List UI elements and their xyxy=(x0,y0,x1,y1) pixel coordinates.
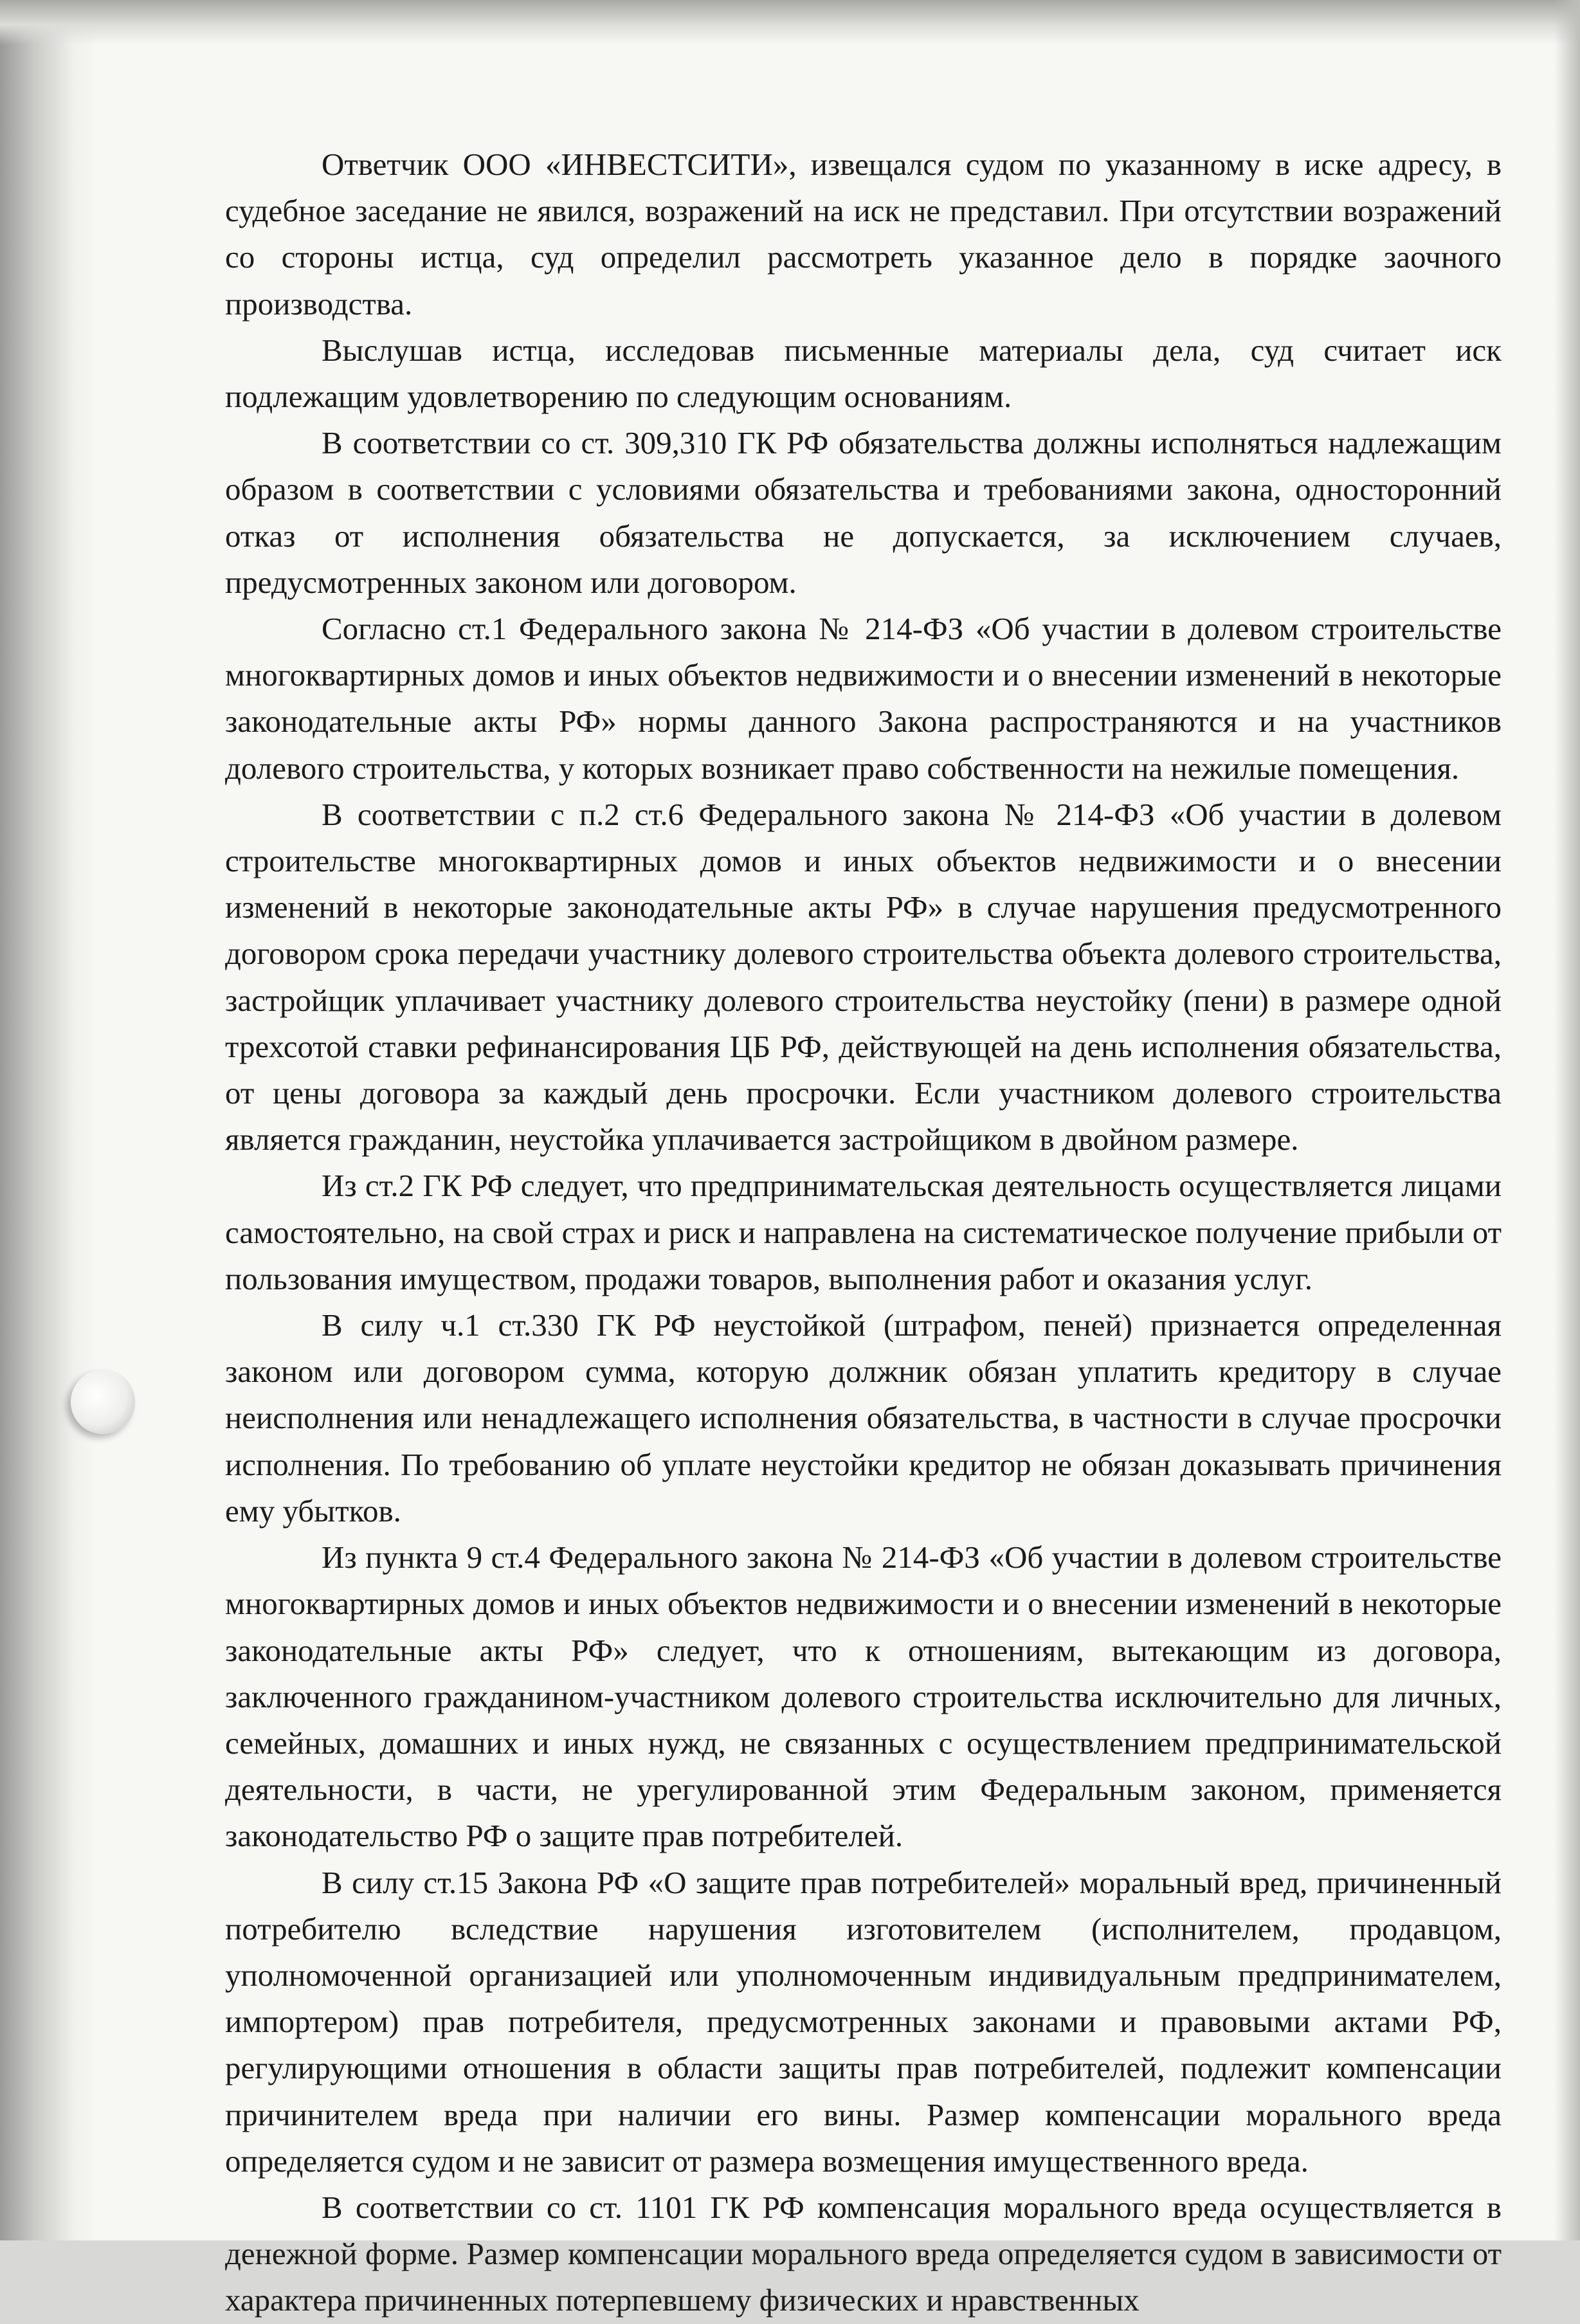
paragraph-consumer-law-art-15: В силу ст.15 Закона РФ «О защите прав потребителей» моральный вред, причиненный потребителю вследствие нарушения изготовителем (исполнителем, продавцом, уполномоченной организацией или уполномоченным индивидуальным предпринимателем, импортером) прав потребителя, предусмотренных законами и правовыми актами РФ, регулирующими отношения в области защиты прав потребителей, подлежит компенсации причинителем вреда при наличии его вины. Размер компенсации морального вреда определяется судом и не зависит от размера возмещения имущественного вреда. xyxy=(225,1864,1502,2179)
paragraph-art-2: Из ст.2 ГК РФ следует, что предпринимательская деятельность осуществляется лицами самостоятельно, на свой страх и риск и направлена на систематическое получение прибыли от пользования имуществом, продажи товаров, выполнения работ и оказания услуг. xyxy=(225,1168,1502,1296)
paragraph-defendant-absence: Ответчик ООО «ИНВЕСТСИТИ», извещался судом по указанному в иске адресу, в судебное заседание не явился, возражений на иск не представил. При отсутствии возражений со стороны истца, суд определил рассмотреть указанное дело в порядке заочного производства. xyxy=(225,147,1502,322)
paragraph-law-214-art-1: Согласно ст.1 Федерального закона № 214-ФЗ «Об участии в долевом строительстве многоквартирных домов и иных объектов недвижимости и о внесении изменений в некоторые законодательные акты РФ» нормы данного Закона распространяются и на участников долевого строительства, у которых возникает право собственности на нежилые помещения. xyxy=(225,611,1502,786)
paragraph-art-1101: В соответствии со ст. 1101 ГК РФ компенсация морального вреда осуществляется в денежной форме. Размер компенсации морального вреда определяется судом в зависимости от характера причиненных потерпевшему физических и нравственных xyxy=(225,2189,1502,2318)
page-edge-shadow-top xyxy=(0,0,1580,45)
punch-hole xyxy=(71,1370,135,1434)
paragraph-art-309-310: В соответствии со ст. 309,310 ГК РФ обязательства должны исполняться надлежащим образом в соответствии с условиями обязательства и требованиями закона, односторонний отказ от исполнения обязательства не допускается, за исключением случаев, предусмотренных законом или договором. xyxy=(225,425,1502,600)
paragraph-court-conclusion: Выслушав истца, исследовав письменные материалы дела, суд считает иск подлежащим удовлетворению по следующим основаниям. xyxy=(225,332,1502,415)
page-edge-shadow-left xyxy=(0,0,96,2240)
paragraph-law-214-art-4: Из пункта 9 ст.4 Федерального закона № 214-ФЗ «Об участии в долевом строительстве многоквартирных домов и иных объектов недвижимости и о внесении изменений в некоторые законодательные акты РФ» следует, что к отношениям, вытекающим из договора, заключенного гражданином-участником долевого строительства исключительно для личных, семейных, домашних и иных нужд, не связанных с осуществлением предпринимательской деятельности, в части, не урегулированной этим Федеральным законом, применяется законодательство РФ о защите прав потребителей. xyxy=(225,1539,1502,1854)
document-body xyxy=(225,141,1502,2324)
paragraph-law-214-art-6: В соответствии с п.2 ст.6 Федерального закона № 214-ФЗ «Об участии в долевом строительстве многоквартирных домов и иных объектов недвижимости и о внесении изменений в некоторые законодательные акты РФ» в случае нарушения предусмотренного договором срока передачи участнику долевого строительства объекта долевого строительства, застройщик уплачивает участнику долевого строительства неустойку (пени) в размере одной трехсотой ставки рефинансирования ЦБ РФ, действующей на день исполнения обязательства, от цены договора за каждый день просрочки. Если участником долевого строительства является гражданин, неустойка уплачивается застройщиком в двойном размере. xyxy=(225,796,1502,1157)
paragraph-art-330: В силу ч.1 ст.330 ГК РФ неустойкой (штрафом, пеней) признается определенная законом или договором сумма, которую должник обязан уплатить кредитору в случае неисполнения или ненадлежащего исполнения обязательства, в частности в случае просрочки исполнения. По требованию об уплате неустойки кредитор не обязан доказывать причинения ему убытков. xyxy=(225,1307,1502,1529)
page-edge-shadow-right xyxy=(1554,0,1580,2240)
